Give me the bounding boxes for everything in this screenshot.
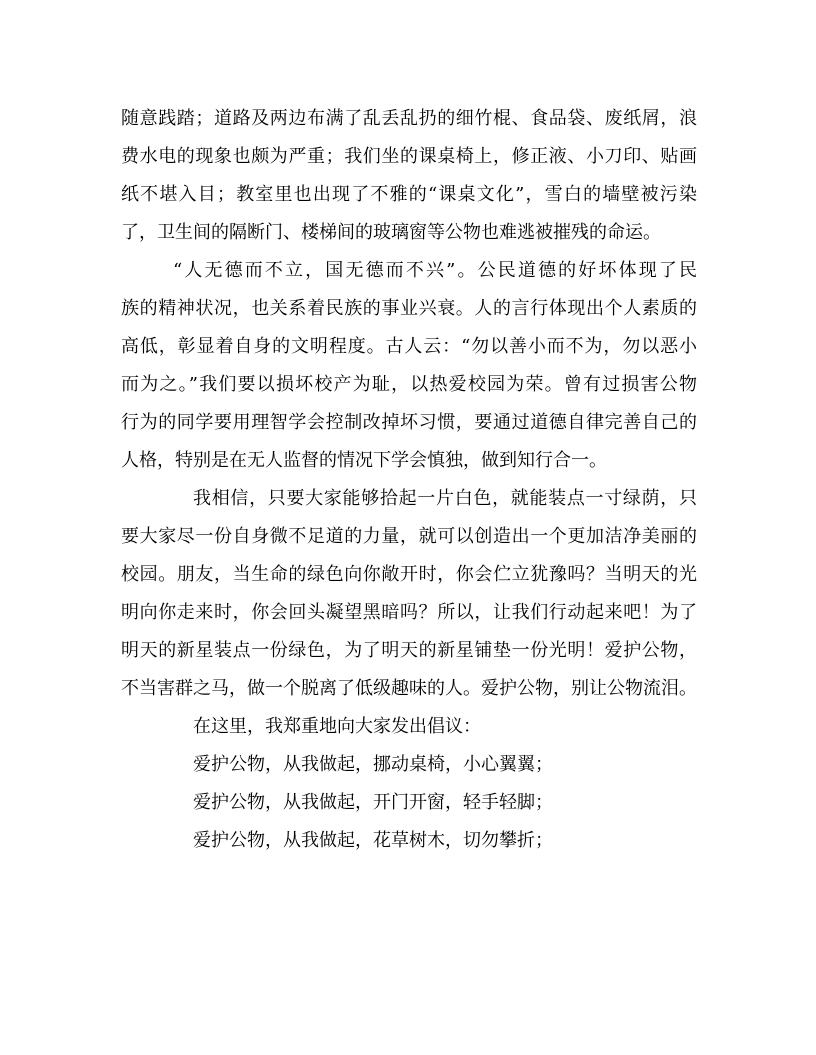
text-line: 而为之。”我们要以损坏校产为耻，以热爱校园为荣。曾有过损害公物 [121,374,697,395]
text-line: 高低，彰显着自身的文明程度。古人云：“勿以善小而不为，勿以恶小 [121,336,697,357]
text-line: “人无德而不立，国无德而不兴”。公民道德的好坏体现了民 [173,260,697,281]
document-page [121,100,697,860]
text-line: 不当害群之马，做一个脱离了低级趣味的人。爱护公物，别让公物流泪。 [121,678,697,699]
text-line: 我相信，只要大家能够拾起一片白色，就能装点一寸绿荫，只 [193,488,697,509]
text-line: 纸不堪入目；教室里也出现了不雅的“课桌文化”，雪白的墙壁被污染 [121,184,697,205]
text-line: 明天的新星装点一份绿色，为了明天的新星铺垫一份光明！爱护公物， [121,640,697,661]
text-line: 行为的同学要用理智学会控制改掉坏习惯，要通过道德自律完善自己的 [121,412,697,433]
paragraph-call-to-action [121,480,697,708]
text-line: 随意践踏；道路及两边布满了乱丢乱扔的细竹棍、食品袋、废纸屑，浪 [121,108,697,129]
text-line: 族的精神状况，也关系着民族的事业兴衰。人的言行体现出个人素质的 [121,298,697,319]
text-line: 要大家尽一份自身微不足道的力量，就可以创造出一个更加洁净美丽的 [121,526,697,547]
paragraph-morality [121,252,697,480]
proposal-intro: 在这里，我郑重地向大家发出倡议： [193,716,481,737]
proposal-section [121,708,697,860]
text-line: 了，卫生间的隔断门、楼梯间的玻璃窗等公物也难逃被摧残的命运。 [121,222,661,243]
proposal-item: 爱护公物，从我做起，挪动桌椅，小心翼翼； [193,754,553,775]
text-line: 费水电的现象也颇为严重；我们坐的课桌椅上，修正液、小刀印、贴画 [121,146,697,167]
text-line: 人格，特别是在无人监督的情况下学会慎独，做到知行合一。 [121,450,607,471]
text-line: 校园。朋友，当生命的绿色向你敞开时，你会伫立犹豫吗？当明天的光 [121,564,697,585]
proposal-item: 爱护公物，从我做起，花草树木，切勿攀折； [193,830,553,851]
text-line: 明向你走来时，你会回头凝望黑暗吗？所以，让我们行动起来吧！为了 [121,602,697,623]
paragraph-damage-description [121,100,697,252]
proposal-item: 爱护公物，从我做起，开门开窗，轻手轻脚； [193,792,553,813]
